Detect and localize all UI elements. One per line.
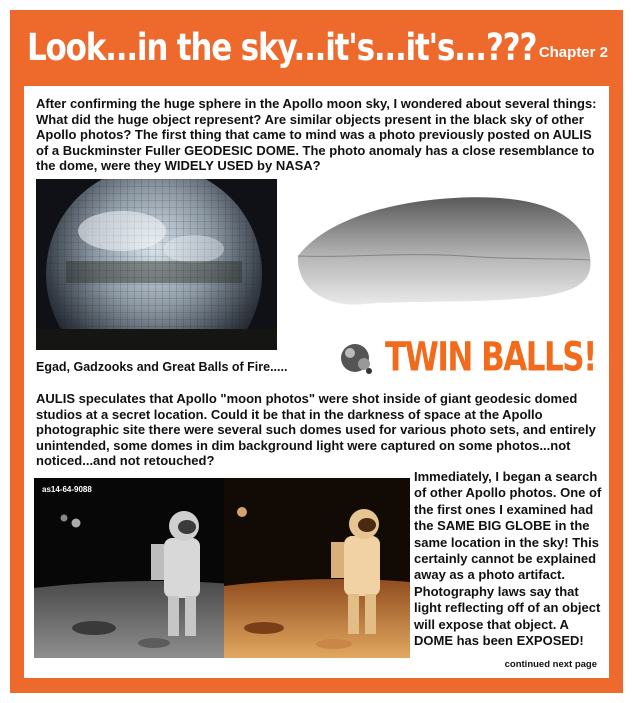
geodesic-dome-photo <box>36 179 277 350</box>
twin-balls-headline: TWIN BALLS! <box>385 334 596 381</box>
photo-id-label: as14-64-9088 <box>42 485 92 494</box>
side-paragraph: Immediately, I began a search of other Apollo photos. One of the first ones I examined had the SAME BIG GLOBE in the same location in the sky! This certainly cannot be explained away as a photo artifact. Photography laws say that light reflecting off of an object will expose that object. A DOME has been EXPOSED! <box>414 469 602 649</box>
apollo-photo-grayscale <box>34 478 230 658</box>
geodesic-dome-illustration <box>36 179 277 350</box>
middle-paragraph: AULIS speculates that Apollo "moon photos" were shot inside of giant geodesic domed studios at a secret location. Could it be that in the darkness of space at the Apollo photographic site there were several such domes used for various photo sets, and entirely unintended, some domes in dim background light were captured on some photos...not noticed...and not retouched? <box>36 391 596 469</box>
continued-link[interactable]: continued next page <box>504 659 597 670</box>
grayscale-sphere-enlargement <box>284 186 604 326</box>
small-sphere-thumbnail <box>333 340 381 380</box>
chapter-label: Chapter 2 <box>538 44 608 61</box>
astronaut-scene-grayscale <box>34 478 230 658</box>
intro-paragraph: After confirming the huge sphere in the Apollo moon sky, I wondered about several things: What did the huge object represent? Are similar objects present in the black sky of other Apollo photos? The first thing that came to mind was a photo previously posted on AULIS of a Buckminster Fuller GEODESIC DOME. The photo anomaly has a close resemblance to the dome, were they WIDELY USED by NASA? <box>36 96 597 174</box>
apollo-photo-color <box>224 478 410 658</box>
content-panel <box>24 86 609 678</box>
astronaut-scene-color <box>224 478 410 658</box>
page-title: Look...in the sky...it's...it's...??? <box>27 26 537 70</box>
sphere-anomaly-image <box>284 186 604 326</box>
image-caption: Egad, Gadzooks and Great Balls of Fire..... <box>36 360 288 374</box>
sphere-blob-icon <box>333 340 381 380</box>
